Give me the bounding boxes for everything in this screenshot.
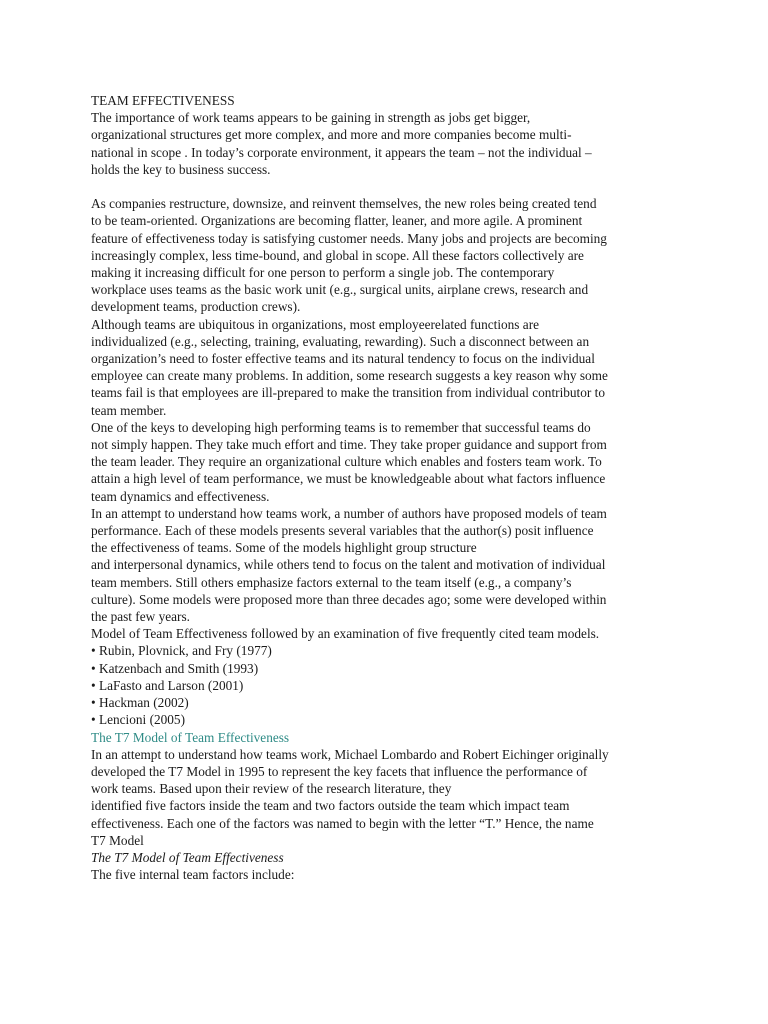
text-line: organizational structures get more complex, and more and more companies become multi- [91, 127, 572, 143]
list-item: • Lencioni (2005) [91, 712, 186, 728]
text-line: feature of effectiveness today is satisfying customer needs. Many jobs and projects are becoming [91, 230, 607, 246]
text-line: team members. Still others emphasize factors external to the team itself (e.g., a company’s [91, 574, 572, 590]
list-item: • Katzenbach and Smith (1993) [91, 660, 259, 676]
text-line: work teams. Based upon their review of the research literature, they [91, 781, 452, 797]
text-line: The importance of work teams appears to be gaining in strength as jobs get bigger, [91, 110, 531, 126]
text-line: the team leader. They require an organizational culture which enables and fosters team work. To [91, 454, 602, 470]
document-title: TEAM EFFECTIVENESS [91, 93, 235, 108]
text-line: In an attempt to understand how teams work, Michael Lombardo and Robert Eichinger originally [91, 746, 609, 762]
text-line: employee can create many problems. In addition, some research suggests a key reason why some [91, 368, 608, 384]
text-line: developed the T7 Model in 1995 to represent the key facets that influence the performance of [91, 763, 588, 779]
text-line: development teams, production crews). [91, 299, 301, 315]
text-line: workplace uses teams as the basic work unit (e.g., surgical units, airplane crews, research and [91, 282, 589, 298]
text-line: T7 Model [91, 832, 144, 848]
text-line: Model of Team Effectiveness followed by an examination of five frequently cited team models. [91, 626, 600, 642]
text-line: As companies restructure, downsize, and reinvent themselves, the new roles being created tend [91, 196, 597, 212]
text-line: One of the keys to developing high performing teams is to remember that successful teams do [91, 419, 591, 435]
text-line: the effectiveness of teams. Some of the models highlight group structure [91, 540, 477, 556]
list-item: • LaFasto and Larson (2001) [91, 677, 244, 693]
figure-caption: The T7 Model of Team Effectiveness [91, 849, 284, 865]
text-line: national in scope . In today’s corporate environment, it appears the team – not the individual – [91, 144, 592, 160]
text-line: performance. Each of these models presents several variables that the author(s) posit influence [91, 523, 594, 539]
text-line: teams fail is that employees are ill-prepared to make the transition from individual contributor to [91, 385, 605, 401]
text-line: identified five factors inside the team and two factors outside the team which impact team [91, 798, 570, 814]
document-body [91, 92, 691, 883]
text-line: effectiveness. Each one of the factors was named to begin with the letter “T.” Hence, the name [91, 815, 594, 831]
text-line: individualized (e.g., selecting, training, evaluating, rewarding). Such a disconnect between an [91, 333, 590, 349]
intro-paragraph [91, 92, 691, 178]
list-item: • Hackman (2002) [91, 695, 189, 711]
text-line: attain a high level of team performance, we must be knowledgeable about what factors influence [91, 471, 606, 487]
paragraph-spacer [91, 178, 691, 195]
text-line: organization’s need to foster effective teams and its natural tendency to focus on the individual [91, 351, 595, 367]
text-line: the past few years. [91, 609, 190, 625]
text-line: to be team-oriented. Organizations are becoming flatter, leaner, and more agile. A prominent [91, 213, 583, 229]
text-line: team member. [91, 402, 167, 418]
text-line: making it increasing difficult for one person to perform a single job. The contemporary [91, 265, 555, 281]
text-line: not simply happen. They take much effort and time. They take proper guidance and support from [91, 437, 607, 453]
text-line: holds the key to business success. [91, 161, 271, 177]
list-item: • Rubin, Plovnick, and Fry (1977) [91, 643, 272, 659]
text-line: culture). Some models were proposed more than three decades ago; some were developed within [91, 591, 607, 607]
text-line: and interpersonal dynamics, while others tend to focus on the talent and motivation of individual [91, 557, 606, 573]
body-paragraphs [91, 195, 691, 728]
section-heading: The T7 Model of Team Effectiveness [91, 729, 290, 745]
t7-paragraph [91, 746, 691, 849]
text-line: team dynamics and effectiveness. [91, 488, 270, 504]
text-line: The five internal team factors include: [91, 867, 295, 883]
text-line: increasingly complex, less time-bound, and global in scope. All these factors collectively are [91, 247, 584, 263]
text-line: Although teams are ubiquitous in organizations, most employeerelated functions are [91, 316, 540, 332]
text-line: In an attempt to understand how teams work, a number of authors have proposed models of team [91, 505, 607, 521]
